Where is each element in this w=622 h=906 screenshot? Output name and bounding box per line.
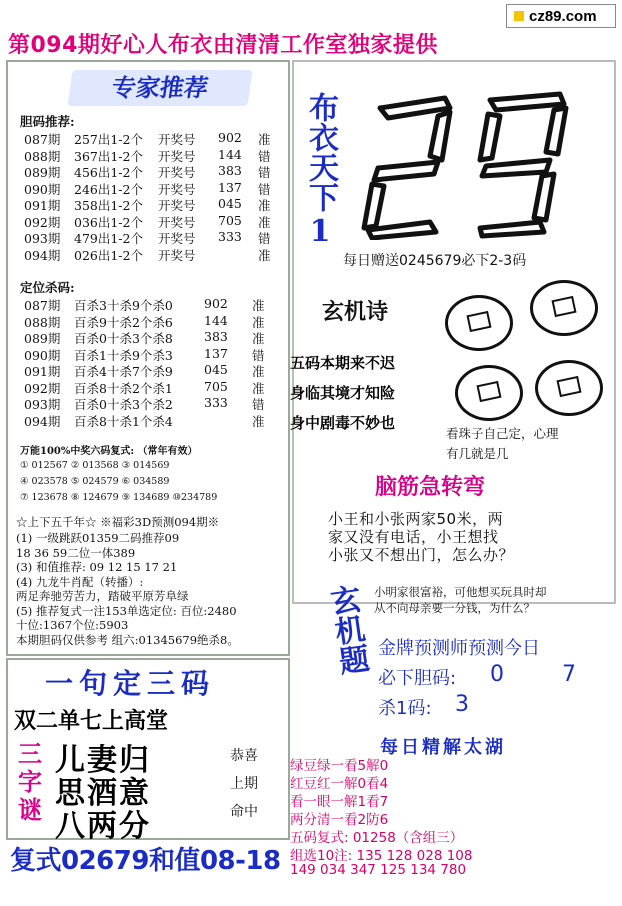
pos-cell-period: 089期: [24, 331, 61, 346]
dan-cell-period: 093期: [24, 231, 61, 246]
dan-cell-period: 094期: [24, 247, 61, 263]
coin-icon: [445, 295, 513, 351]
coin-icon: [530, 280, 598, 336]
daily-gift: 每日赠送0245679必下2-3码: [343, 253, 527, 269]
dan-cell-pick: 479出1-2个: [74, 231, 143, 246]
dan-cell-res: 错: [258, 148, 271, 164]
poem-line: 五码本期来不迟: [290, 354, 396, 372]
pos-cell-pick: 百杀8十杀1个杀4: [74, 413, 173, 429]
dan-row: [20, 229, 280, 245]
pos-cell-num: 902: [204, 296, 228, 311]
dan-cell-label: 开奖号: [158, 214, 196, 230]
buyi-vertical-text: [300, 92, 340, 252]
dan-cell-res: 准: [258, 214, 271, 230]
fushi-sum: 复式02679和值08-18: [10, 846, 281, 876]
dan-cell-num: 383: [218, 163, 242, 178]
coin-icon: [455, 365, 523, 421]
taihu-line: 两分清一看2防6: [290, 812, 389, 828]
coin-caption: 看珠子自己定，心理: [446, 426, 559, 441]
dan-cell-res: 准: [258, 132, 271, 147]
buyi-number: 1: [309, 214, 331, 249]
dan-cell-num: 333: [218, 229, 242, 244]
taihu-title: 每日精解太湖: [380, 737, 506, 758]
pos-cell-num: 705: [204, 378, 228, 394]
dan-cell-res: 错: [258, 181, 271, 197]
dan-cell-period: 090期: [24, 181, 61, 197]
dan-cell-num: 902: [218, 130, 242, 145]
upper-lower-line: (1) 一级跳跃01359二码推荐09: [16, 531, 180, 545]
pos-cell-res: 准: [252, 331, 265, 346]
dan-cell-period: 087期: [24, 132, 61, 147]
pos-cell-num: 045: [204, 362, 228, 377]
pos-cell-period: 093期: [24, 397, 61, 412]
dan-cell-pick: 026出1-2个: [74, 247, 143, 263]
sanzi-line: 儿妻归: [55, 743, 151, 778]
dan-row: [20, 196, 280, 212]
pos-header: 定位杀码:: [20, 280, 75, 295]
taihu-line: 组选10注: 135 128 028 108: [290, 848, 473, 864]
dan-cell-res: 错: [258, 165, 271, 180]
six-row: ⑦ 123678 ⑧ 124679 ⑨ 134689 ⑩234789: [20, 492, 218, 503]
pos-cell-period: 088期: [24, 314, 61, 330]
dan-row: [20, 130, 280, 146]
dan-cell-pick: 257出1-2个: [74, 132, 143, 147]
brain-line: 小张又不想出门，怎么办？: [328, 546, 515, 564]
poem-line: 身临其境才知险: [290, 384, 396, 402]
dan-cell-pick: 367出1-2个: [74, 148, 143, 164]
taihu-line: 绿豆绿一看5解0: [290, 758, 389, 774]
pos-cell-period: 092期: [24, 380, 61, 396]
dan-cell-label: 开奖号: [158, 247, 196, 263]
dan-cell-num: 705: [218, 212, 242, 228]
dan-cell-period: 088期: [24, 148, 61, 164]
gold-dan-label: 必下胆码:: [378, 668, 457, 689]
upper-lower-line: (3) 和值推荐: 09 12 15 17 21: [16, 560, 178, 574]
dan-cell-label: 开奖号: [158, 132, 196, 147]
gold-dan-1: 0: [490, 662, 504, 687]
pos-cell-pick: 百杀3十杀9个杀0: [74, 298, 173, 313]
pos-cell-res: 准: [252, 380, 265, 396]
upper-lower-line: 18 36 59二位一体389: [16, 545, 136, 560]
pos-row: [20, 346, 280, 362]
pos-cell-res: 错: [252, 347, 265, 363]
page-title: 第094期好心人布衣由清清工作室独家提供: [8, 33, 438, 58]
dan-cell-res: 准: [258, 247, 271, 263]
sanzi-char: 字: [18, 767, 42, 796]
pos-cell-pick: 百杀8十杀2个杀1: [74, 380, 173, 396]
pos-row: [20, 296, 280, 312]
pos-cell-res: 准: [252, 314, 265, 330]
congrats-text: 恭喜: [230, 748, 258, 764]
dan-cell-label: 开奖号: [158, 148, 196, 164]
brain-teaser-title: 脑筋急转弯: [375, 474, 486, 500]
yiju-title: 一句定三码: [44, 667, 215, 700]
buyi-char: 布衣天下: [303, 92, 338, 212]
dan-cell-res: 准: [258, 198, 271, 213]
taihu-line: 149 034 347 125 134 780: [290, 862, 467, 878]
dan-cell-label: 开奖号: [158, 198, 196, 213]
pos-row: [20, 362, 280, 378]
pos-cell-pick: 百杀0十杀3个杀2: [74, 397, 173, 412]
pos-cell-period: 090期: [24, 347, 61, 363]
pos-cell-period: 087期: [24, 298, 61, 313]
brain-line: 小王和小张两家50米，两: [328, 510, 504, 528]
pos-cell-period: 094期: [24, 413, 61, 429]
coin-caption: 有几就是几: [446, 446, 509, 461]
pos-cell-res: 准: [252, 364, 265, 379]
coin-icon: [535, 360, 603, 416]
dan-cell-num: 137: [218, 179, 242, 195]
dan-cell-label: 开奖号: [158, 231, 196, 246]
sanzi-char: 谜: [18, 795, 42, 824]
dan-cell-pick: 456出1-2个: [74, 165, 143, 180]
pos-cell-period: 091期: [24, 364, 61, 379]
gold-kill-label: 杀1码:: [378, 698, 432, 719]
dan-cell-period: 092期: [24, 214, 61, 230]
pos-cell-num: 144: [204, 312, 228, 328]
pos-row: [20, 379, 280, 395]
sanzi-char: 三: [18, 739, 42, 768]
dan-cell-period: 089期: [24, 165, 61, 180]
taihu-line: 五码复式: 01258（含组三）: [290, 830, 464, 846]
six-row: ④ 023578 ⑤ 024579 ⑥ 034589: [20, 476, 170, 487]
expert-banner: 专家推荐: [67, 70, 252, 106]
dan-row: [20, 213, 280, 229]
pos-cell-pick: 百杀0十杀3个杀8: [74, 331, 173, 346]
dan-row: [20, 246, 280, 262]
six-row: ① 012567 ② 013568 ③ 014569: [20, 460, 170, 471]
upper-lower-line: 十位:1367个位:5903: [16, 618, 129, 632]
dan-header: 胆码推荐:: [20, 114, 75, 129]
pos-row: [20, 412, 280, 428]
pos-cell-res: 错: [252, 397, 265, 412]
dan-cell-pick: 036出1-2个: [74, 214, 143, 230]
dan-row: [20, 163, 280, 179]
upper-lower-line: (5) 推荐复式一注153单选定位: 百位:2480: [16, 603, 237, 618]
congrats-text: 命中: [230, 804, 258, 820]
pos-cell-res: 准: [252, 413, 265, 429]
site-badge[interactable]: [506, 4, 616, 28]
pos-row: [20, 395, 280, 411]
dan-cell-label: 开奖号: [158, 181, 196, 197]
logo-square-icon: [514, 11, 524, 21]
sanzi-line: 八两分: [55, 809, 151, 844]
site-name: cz89.com: [529, 7, 597, 25]
poem-line: 身中剧毒不妙也: [290, 414, 396, 432]
pos-row: [20, 313, 280, 329]
congrats-text: 上期: [230, 776, 258, 792]
pos-cell-num: 137: [204, 345, 228, 361]
six-header: 万能100%中奖六码复式: （常年有效）: [20, 446, 198, 457]
gold-kill: 3: [455, 692, 469, 717]
dan-row: [20, 180, 280, 196]
dan-cell-label: 开奖号: [158, 165, 196, 180]
sanzi-line: 思酒意: [55, 776, 151, 811]
dan-cell-pick: 358出1-2个: [74, 198, 143, 213]
upper-lower-line: (4) 九龙牛肖配（转播）:: [16, 574, 144, 589]
taihu-line: 看一眼一解1看7: [290, 794, 389, 810]
pos-cell-pick: 百杀4十杀7个杀9: [74, 364, 173, 379]
big-digits-29: [350, 90, 578, 240]
taihu-line: 红豆红一解0看4: [290, 776, 389, 792]
mystery-line: 小明家很富裕，可他想买玩具时却: [374, 585, 547, 599]
dan-row: [20, 147, 280, 163]
pos-row: [20, 329, 280, 345]
sanzi-label: [14, 740, 46, 824]
upper-lower-line: 两足奔驰劳苦力，踏破平原芳阜绿: [16, 589, 189, 603]
brain-line: 家又没有电话，小王想找: [328, 528, 499, 546]
upper-lower-header: ☆上下五千年☆ ※福彩3D预测094期※: [16, 515, 220, 529]
dan-cell-period: 091期: [24, 198, 61, 213]
poem-title: 玄机诗: [322, 300, 389, 325]
dan-cell-res: 错: [258, 231, 271, 246]
dan-cell-num: 045: [218, 196, 242, 211]
pos-cell-res: 准: [252, 298, 265, 313]
pos-cell-num: 383: [204, 329, 228, 344]
gold-dan-2: 7: [562, 662, 576, 687]
pos-cell-num: 333: [204, 395, 228, 410]
pos-cell-pick: 百杀1十杀9个杀3: [74, 347, 173, 363]
gold-title: 金牌预测师预测今日: [378, 638, 540, 659]
upper-lower-line: 本期胆码仅供参考 组六:01345679绝杀8。: [16, 632, 239, 647]
mystery-line: 从不向母亲要一分钱，为什么？: [374, 601, 535, 615]
dan-cell-num: 144: [218, 146, 242, 162]
yiju-phrase: 双二单七上高堂: [14, 709, 169, 734]
mystery-title: 玄机题: [322, 582, 371, 677]
pos-cell-pick: 百杀9十杀2个杀6: [74, 314, 173, 330]
dan-cell-pick: 246出1-2个: [74, 181, 143, 197]
